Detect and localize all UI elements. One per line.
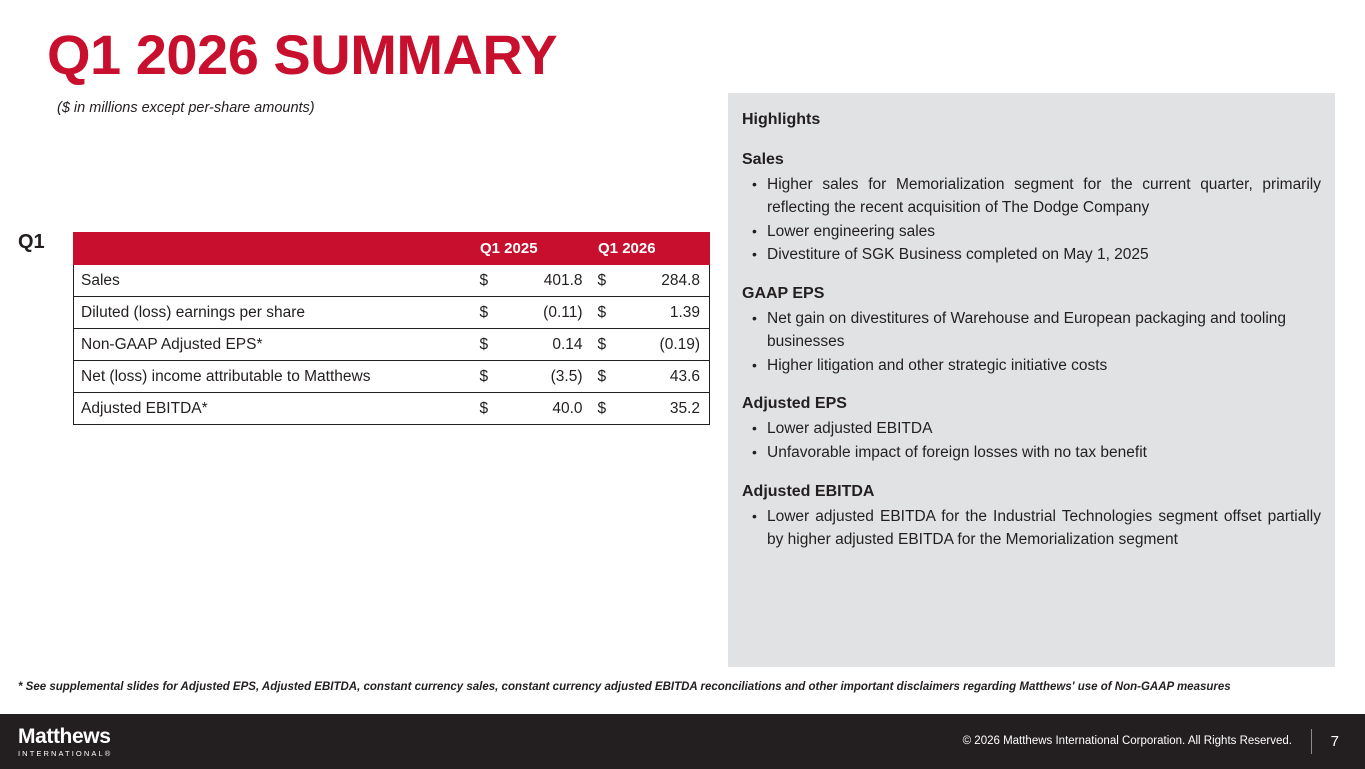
- table-row: [74, 265, 710, 297]
- value-q1-2025: (0.11): [508, 297, 592, 329]
- section-bullet-list: [742, 174, 1321, 267]
- currency-symbol: $: [474, 393, 508, 425]
- section-heading: Adjusted EPS: [742, 395, 847, 413]
- column-header-q1-2026: Q1 2026: [592, 233, 710, 265]
- section-bullet-list: [742, 308, 1321, 377]
- table-row: [74, 329, 710, 361]
- value-q1-2026: (0.19): [626, 329, 710, 361]
- page-number: 7: [1330, 733, 1339, 750]
- list-item: [742, 442, 1321, 465]
- highlights-section-gaap-eps: [742, 285, 1321, 377]
- list-item-text: Unfavorable impact of foreign losses with no tax benefit: [767, 444, 1147, 462]
- table-row: [74, 393, 710, 425]
- list-item: [742, 244, 1321, 267]
- value-q1-2025: 401.8: [508, 265, 592, 297]
- row-label: Diluted (loss) earnings per share: [74, 297, 474, 329]
- bullet-icon: •: [752, 420, 757, 437]
- currency-symbol: $: [474, 361, 508, 393]
- table-row: [74, 361, 710, 393]
- list-item: [742, 308, 1321, 354]
- bullet-icon: •: [752, 310, 757, 327]
- page-subtitle: ($ in millions except per-share amounts): [57, 100, 315, 116]
- bullet-icon: •: [752, 444, 757, 461]
- bullet-icon: •: [752, 508, 757, 525]
- column-header-q1-2025: Q1 2025: [474, 233, 592, 265]
- footer-divider: [1311, 729, 1312, 754]
- column-header-metric: [74, 233, 474, 265]
- value-q1-2026: 1.39: [626, 297, 710, 329]
- copyright-text: © 2026 Matthews International Corporation. All Rights Reserved.: [962, 735, 1292, 747]
- financial-summary-table: [73, 232, 710, 425]
- list-item: [742, 174, 1321, 220]
- value-q1-2026: 43.6: [626, 361, 710, 393]
- list-item-text: Divestiture of SGK Business completed on May 1, 2025: [767, 246, 1149, 264]
- value-q1-2026: 35.2: [626, 393, 710, 425]
- bullet-icon: •: [752, 356, 757, 373]
- table-row: [74, 297, 710, 329]
- highlights-section-adjusted-eps: [742, 395, 1321, 465]
- table-header-row: [74, 233, 710, 265]
- logo-wordmark: Matthews: [18, 725, 111, 748]
- highlights-panel: [728, 93, 1335, 667]
- value-q1-2025: (3.5): [508, 361, 592, 393]
- company-logo: [18, 726, 112, 758]
- bullet-icon: •: [752, 176, 757, 192]
- row-label: Adjusted EBITDA*: [74, 393, 474, 425]
- list-item-text: Lower adjusted EBITDA: [767, 420, 933, 438]
- footnote: * See supplemental slides for Adjusted EPS, Adjusted EBITDA, constant currency sales, constant currency adjusted EBITDA reconciliations and other important disclaimers regarding Matthews' use of Non-GAAP measures: [18, 681, 1231, 693]
- highlights-title: Highlights: [742, 111, 821, 128]
- currency-symbol: $: [592, 265, 626, 297]
- list-item-text: Lower engineering sales: [767, 222, 936, 240]
- value-q1-2025: 0.14: [508, 329, 592, 361]
- row-label: Non-GAAP Adjusted EPS*: [74, 329, 474, 361]
- currency-symbol: $: [474, 265, 508, 297]
- period-label: Q1: [18, 231, 45, 253]
- value-q1-2025: 40.0: [508, 393, 592, 425]
- page-title: Q1 2026 SUMMARY: [47, 23, 558, 86]
- bullet-icon: •: [752, 246, 757, 263]
- list-item: [742, 506, 1321, 552]
- list-item-text: Lower adjusted EBITDA for the Industrial Technologies segment offset partially by higher adjusted EBITDA for the Memorialization segment: [767, 508, 1321, 548]
- list-item: [742, 355, 1321, 378]
- highlights-section-sales: [742, 151, 1321, 267]
- row-label: Sales: [74, 265, 474, 297]
- logo-tagline: INTERNATIONAL®: [18, 749, 113, 758]
- value-q1-2026: 284.8: [626, 265, 710, 297]
- list-item-text: Higher litigation and other strategic initiative costs: [767, 356, 1108, 374]
- list-item-text: Net gain on divestitures of Warehouse and European packaging and tooling businesses: [767, 310, 1287, 350]
- section-heading: Adjusted EBITDA: [742, 483, 875, 501]
- currency-symbol: $: [592, 393, 626, 425]
- currency-symbol: $: [592, 297, 626, 329]
- row-label: Net (loss) income attributable to Matthews: [74, 361, 474, 393]
- bullet-icon: •: [752, 222, 757, 239]
- list-item: [742, 418, 1321, 441]
- section-heading: GAAP EPS: [742, 285, 825, 303]
- currency-symbol: $: [592, 329, 626, 361]
- highlights-section-adjusted-ebitda: [742, 483, 1321, 552]
- currency-symbol: $: [474, 297, 508, 329]
- section-bullet-list: [742, 418, 1321, 465]
- list-item-text: Higher sales for Memorialization segment for the current quarter, primarily reflecting the recent acquisition of The Dodge Company: [767, 176, 1321, 216]
- section-heading: Sales: [742, 151, 784, 168]
- currency-symbol: $: [474, 329, 508, 361]
- section-bullet-list: [742, 506, 1321, 552]
- list-item: [742, 221, 1321, 244]
- currency-symbol: $: [592, 361, 626, 393]
